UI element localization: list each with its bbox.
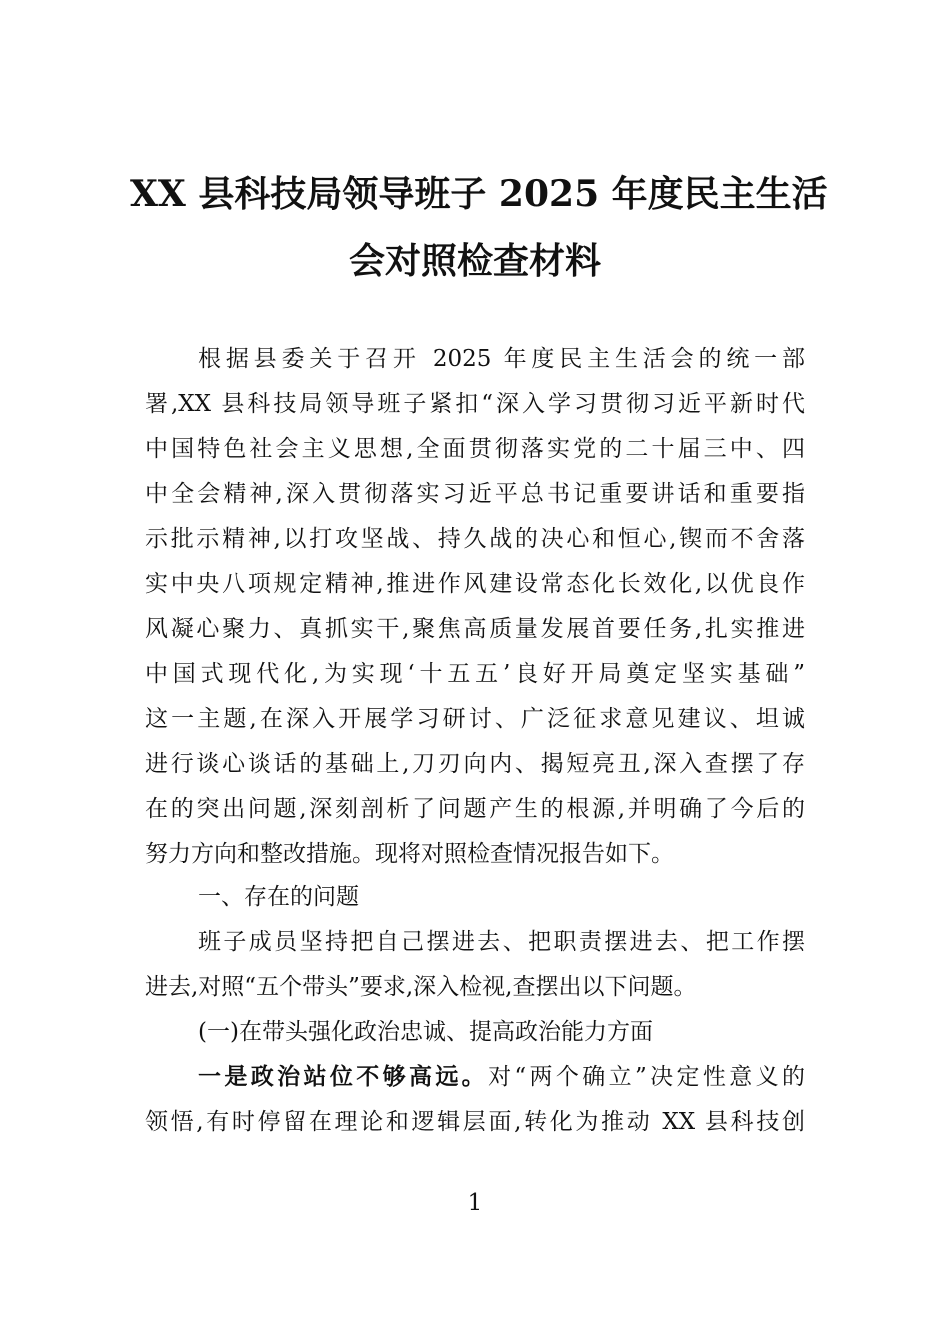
intro-line: 进行谈心谈话的基础上,刀刃向内、揭短亮丑,深入查摆了存 [145,751,805,777]
intro-line: 示批示精神,以打攻坚战、持久战的决心和恒心,锲而不舍落 [145,526,805,552]
intro-line: 努力方向和整改措施。现将对照检查情况报告如下。 [145,841,674,867]
point-one-line [198,1062,805,1092]
document-title-line-1: XX 县科技局领导班子 2025 年度民主生活 [130,173,828,215]
subsection-heading: (一)在带头强化政治忠诚、提高政治能力方面 [198,1019,653,1045]
intro-line: 实中央八项规定精神,推进作风建设常态化长效化,以优良作 [145,571,805,597]
section-line: 进去,对照“五个带头”要求,深入检视,查摆出以下问题。 [145,974,697,1000]
intro-line: 中国式现代化,为实现‘十五五’良好开局奠定坚实基础” [145,661,805,687]
page-number: 1 [467,1190,483,1216]
intro-line: 中国特色社会主义思想,全面贯彻落实党的二十届三中、四 [145,436,805,462]
intro-line: 在的突出问题,深刻剖析了问题产生的根源,并明确了今后的 [145,796,805,822]
intro-line: 署,XX 县科技局领导班子紧扣“深入学习贯彻习近平新时代 [145,391,805,417]
point-one-text: 对“两个确立”决定性意义的 [488,1064,805,1090]
intro-line: 中全会精神,深入贯彻落实习近平总书记重要讲话和重要指 [145,481,805,507]
section-line: 班子成员坚持把自己摆进去、把职责摆进去、把工作摆 [198,929,805,955]
intro-line: 根据县委关于召开 2025 年度民主生活会的统一部 [198,346,805,372]
document-title-line-2: 会对照检查材料 [348,240,601,282]
section-heading: 一、存在的问题 [198,884,359,910]
point-one-line: 领悟,有时停留在理论和逻辑层面,转化为推动 XX 县科技创 [145,1109,805,1135]
intro-line: 风凝心聚力、真抓实干,聚焦高质量发展首要任务,扎实推进 [145,616,805,642]
point-one-lead: 一是政治站位不够高远。 [198,1063,489,1090]
intro-line: 这一主题,在深入开展学习研讨、广泛征求意见建议、坦诚 [145,706,805,732]
